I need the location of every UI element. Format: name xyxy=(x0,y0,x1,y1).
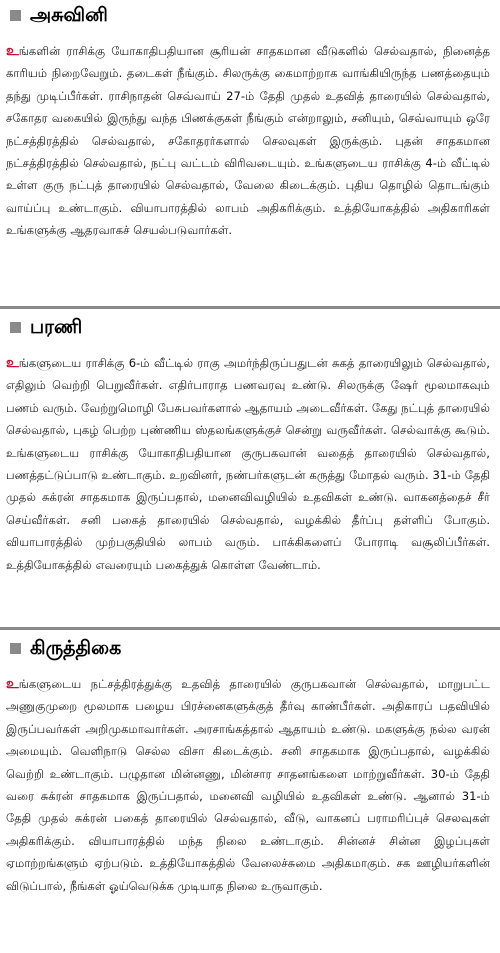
section-header xyxy=(0,0,500,30)
drop-initial: உ xyxy=(6,355,19,371)
section-title: கிருத்திகை xyxy=(30,637,122,659)
section-krittika xyxy=(0,633,500,953)
section-ashwini xyxy=(0,0,500,318)
section-bharani xyxy=(0,312,500,642)
section-body xyxy=(0,30,500,318)
section-header xyxy=(0,312,500,342)
section-text: ங்களுடைய ராசிக்கு 6-ம் வீட்டில் ராகு அமர்ந்திருப்பதுடன் சுகத் தாரையிலும் செல்வதால், எதிலும் வெற்றி பெறுவீர்கள். எதிர்பாராத பணவரவு உண்டு. சிலருக்கு ஷேர் மூலமாகவும் பணம் வரும். வேற்றுமொழி பேசுபவர்களால் ஆதாயம் அடைவீர்கள். கேது நட்புத் தாரையில் செல்வதால், புகழ் பெற்ற புண்ணிய ஸ்தலங்களுக்குச் சென்று வருவீர்கள். செல்வாக்கு கூடும். உங்களுடைய ராசிக்கு யோகாதிபதியான குருபகவான் வதைத் தாரையில் செல்வதால், பணத்தட்டுப்பாடு உண்டாகும். உறவினர், நண்பர்களுடன் கருத்து மோதல் வரும். 31-ம் தேதி முதல் சுக்ரன் சாதகமாக இருப்பதால், மனைவிவழியில் உதவிகள் உண்டு. வாகனத்தைச் சீர் செய்வீர்கள். சனி பகைத் தாரையில் செல்வதால், வழக்கில் தீர்ப்பு தள்ளிப் போகும். வியாபாரத்தில் முற்பகுதியில் லாபம் வரும். பாக்கிகளைப் போராடி வசூலிப்பீர்கள். உத்தியோகத்தில் எவரையும் பகைத்துக் கொள்ள வேண்டாம். xyxy=(6,356,490,572)
drop-initial: உ xyxy=(6,676,19,692)
square-bullet-icon xyxy=(10,322,21,333)
section-header xyxy=(0,633,500,663)
section-text: ங்களுடைய நட்சத்திரத்துக்கு உதவித் தாரையில் குருபகவான் செல்வதால், மாறுபட்ட அணுகுமுறை மூலமாக பழைய பிரச்னைகளுக்குத் தீர்வு காண்பீர்கள். அதிகாரப் பதவியில் இருப்பவர்கள் அறிமுகமாவார்கள். அரசாங்கத்தால் ஆதாயம் உண்டு. மகளுக்கு நல்ல வரன் அமையும். வெளிநாடு செல்ல விசா கிடைக்கும். சனி சாதகமாக இருப்பதால், வழக்கில் வெற்றி உண்டாகும். பழுதான மின்னணு, மின்சார சாதனங்களை மாற்றுவீர்கள். 30-ம் தேதி வரை சுக்ரன் சாதகமாக இருப்பதால், மனைவி வழியில் உதவிகள் உண்டு. ஆனால் 31-ம் தேதி முதல் சுக்ரன் பகைத் தாரையில் செல்வதால், வீடு, வாகனப் பராமரிப்புச் செலவுகள் அதிகரிக்கும். வியாபாரத்தில் மந்த நிலை உண்டாகும். சின்னச் சின்ன இழப்புகள் ஏமாற்றங்களும் ஏற்படும். உத்தியோகத்தில் வேலைச்சுமை அதிகமாகும். சக ஊழியர்களின் விடுப்பால், நீங்கள் ஓய்வெடுக்க முடியாத நிலை உருவாகும். xyxy=(6,677,490,893)
section-divider xyxy=(0,306,500,309)
section-title: அசுவினி xyxy=(30,4,108,26)
drop-initial: உ xyxy=(6,43,19,59)
section-title: பரணி xyxy=(30,316,83,338)
square-bullet-icon xyxy=(10,10,21,21)
section-text: ங்களின் ராசிக்கு யோகாதிபதியான சூரியன் சாதகமான வீடுகளில் செல்வதால், நினைத்த காரியம் நிறைவேறும். தடைகள் நீங்கும். சிலருக்கு கைமாற்றாக வாங்கியிருந்த பணத்தையும் தந்து முடிப்பீர்கள். ராசிநாதன் செவ்வாய் 27-ம் தேதி முதல் உதவித் தாரையில் செல்வதால், சகோதர வகையில் இருந்து வந்த பிணக்குகள் நீங்கும் என்றாலும், சனியும், செவ்வாயும் ஒரே நட்சத்திரத்தில் செல்வதால், சகோதரர்களால் செலவுகள் இருக்கும். புதன் சாதகமான நட்சத்திரத்தில் செல்வதால், நட்பு வட்டம் விரிவடையும். உங்களுடைய ராசிக்கு 4-ம் வீட்டில் உள்ள குரு நட்புத் தாரையில் செல்வதால், வேலை கிடைக்கும். புதிய தொழில் தொடங்கும் வாய்ப்பு உண்டாகும். வியாபாரத்தில் லாபம் அதிகரிக்கும். உத்தியோகத்தில் அதிகாரிகள் உங்களுக்கு ஆதரவாகச் செயல்படுவார்கள். xyxy=(6,44,490,238)
section-body xyxy=(0,342,500,642)
section-divider xyxy=(0,627,500,630)
section-body xyxy=(0,663,500,953)
square-bullet-icon xyxy=(10,643,21,654)
